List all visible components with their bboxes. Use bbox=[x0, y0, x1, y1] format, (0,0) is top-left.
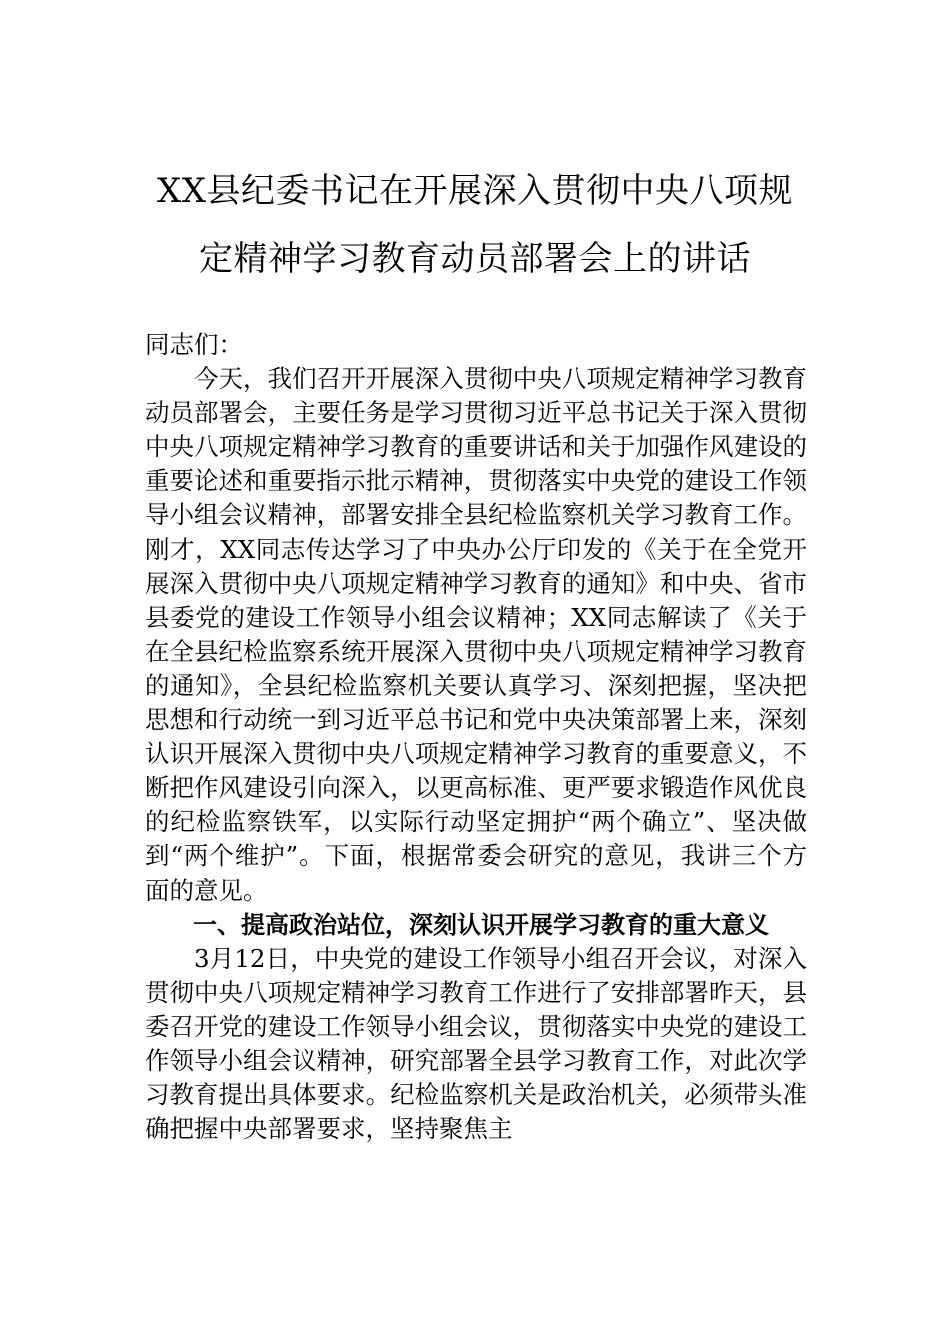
section-heading-1: 一、提高政治站位，深刻认识开展学习教育的重大意义 bbox=[193, 910, 769, 939]
document-title bbox=[110, 157, 840, 293]
paragraph-section-1: 3月12日，中央党的建设工作领导小组召开会议，对深入贯彻中央八项规定精神学习教育工作进行了安排部署昨天，县委召开党的建设工作领导小组会议，贯彻落实中央党的建设工作领导小组会议精神，研究部署全县学习教育工作，对此次学习教育提出具体要求。纪检监察机关是政治机关，必须带头准确把握中央部署要求，坚持聚焦主 bbox=[145, 943, 807, 1144]
document-body bbox=[145, 328, 807, 1146]
salutation: 同志们： bbox=[145, 330, 243, 359]
paragraph-intro: 今天，我们召开开展深入贯彻中央八项规定精神学习教育动员部署会，主要任务是学习贯彻习近平总书记关于深入贯彻中央八项规定精神学习教育的重要讲话和关于加强作风建设的重要论述和重要指示批示精神，贯彻落实中央党的建设工作领导小组会议精神，部署安排全县纪检监察机关学习教育工作。刚才，XX同志传达学习了中央办公厅印发的《关于在全党开展深入贯彻中央八项规定精神学习教育的通知》和中央、省市县委党的建设工作领导小组会议精神；XX同志解读了《关于在全县纪检监察系统开展深入贯彻中央八项规定精神学习教育的通知》，全县纪检监察机关要认真学习、深刻把握，坚决把思想和行动统一到习近平总书记和党中央决策部署上来，深刻认识开展深入贯彻中央八项规定精神学习教育的重要意义，不断把作风建设引向深入，以更高标准、更严要求锻造作风优良的纪检监察铁军，以实际行动坚定拥护“两个确立”、坚决做到“两个维护”。下面，根据常委会研究的意见，我讲三个方面的意见。 bbox=[145, 364, 807, 905]
title-line-1: XX县纪委书记在开展深入贯彻中央八项规 bbox=[157, 171, 793, 211]
title-line-2: 定精神学习教育动员部署会上的讲话 bbox=[199, 239, 751, 279]
